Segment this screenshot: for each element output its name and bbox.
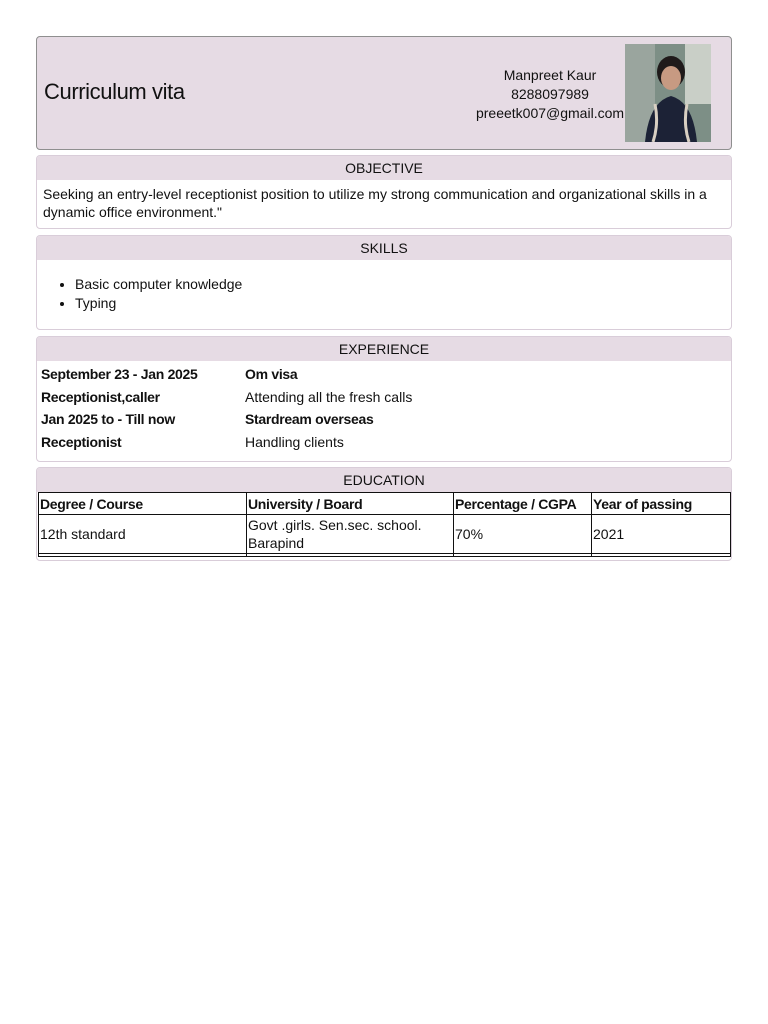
education-section [36, 467, 732, 561]
degree-cell: 12th standard [39, 515, 247, 554]
objective-heading: OBJECTIVE [37, 156, 731, 180]
experience-duty: Handling clients [245, 433, 344, 450]
skills-heading: SKILLS [37, 236, 731, 260]
objective-section [36, 155, 732, 229]
education-row [39, 515, 731, 554]
skill-item: • Basic computer knowledge [75, 275, 731, 294]
experience-list [37, 361, 731, 453]
phone-number: 8288097989 [511, 86, 589, 102]
education-heading: EDUCATION [37, 468, 731, 492]
candidate-name: Manpreet Kaur [503, 67, 597, 83]
board-cell: Govt .girls. Sen.sec. school. Barapind [247, 515, 454, 554]
experience-row [37, 431, 731, 454]
experience-section [36, 336, 732, 462]
experience-role: Receptionist [41, 433, 122, 450]
education-table [38, 492, 731, 557]
year-cell: 2021 [592, 515, 731, 554]
profile-photo [625, 44, 711, 142]
experience-row [37, 386, 731, 409]
experience-company: Stardream overseas [245, 411, 374, 427]
experience-heading: EXPERIENCE [37, 337, 731, 361]
experience-company: Om visa [245, 366, 298, 382]
skills-list [37, 260, 731, 313]
document-title: Curriculum vita [44, 79, 185, 104]
percentage-cell: 70% [454, 515, 592, 554]
experience-role: Receptionist,caller [41, 388, 160, 405]
header-card [36, 36, 732, 150]
email-address: preeetk007@gmail.com [475, 105, 625, 121]
column-header: Year of passing [592, 493, 731, 515]
education-header-row [39, 493, 731, 515]
experience-row [37, 363, 731, 386]
column-header: Degree / Course [39, 493, 247, 515]
experience-period: September 23 - Jan 2025 [41, 366, 198, 382]
contact-block [447, 66, 653, 123]
experience-duty: Attending all the fresh calls [245, 388, 413, 405]
experience-period: Jan 2025 to - Till now [41, 411, 175, 427]
experience-row [37, 408, 731, 431]
skill-item: • Typing [75, 294, 731, 313]
table-spacer-row [39, 554, 731, 557]
column-header: University / Board [247, 493, 454, 515]
column-header: Percentage / CGPA [454, 493, 592, 515]
objective-text: Seeking an entry-level receptionist position to utilize my strong communication and organizational skills in a dynamic office environment." [43, 186, 707, 220]
skills-section [36, 235, 732, 330]
